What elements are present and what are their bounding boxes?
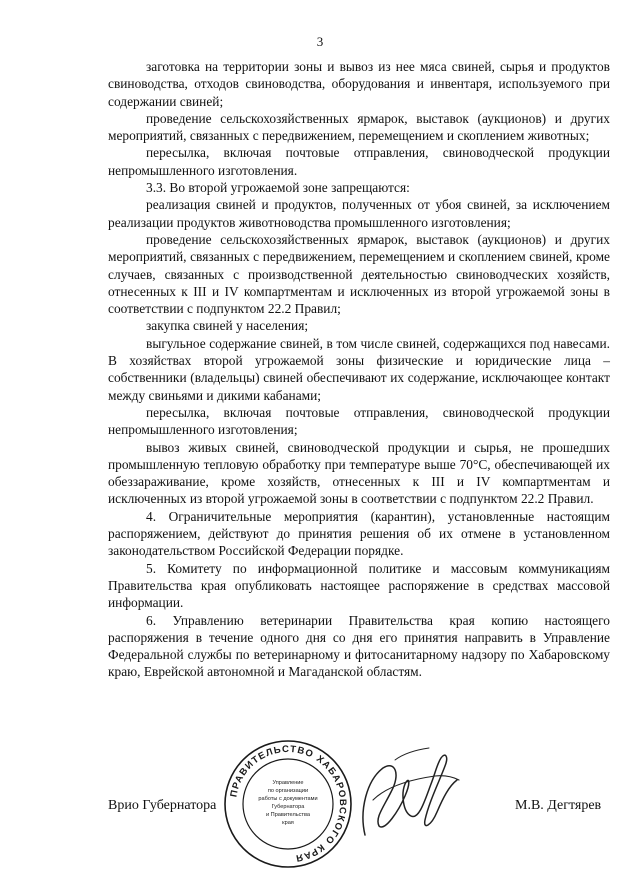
- paragraph: 6. Управлению ветеринарии Правительства края копию настоящего распоряжения в течение одного дня со дня его принятия направить в Управление Федеральной службы по ветеринарному и фитосанитарному надзору по Хабаровскому краю, Еврейской автономной и Магаданской областям.: [108, 612, 610, 680]
- paragraph: 5. Комитету по информационной политике и массовым коммуникациям Правительства края опубликовать настоящее распоряжение в средствах массовой информации.: [108, 560, 610, 611]
- paragraph: пересылка, включая почтовые отправления, свиноводческой продукции непромышленного изготовления;: [108, 404, 610, 438]
- paragraph: вывоз живых свиней, свиноводческой продукции и сырья, не прошедших промышленную тепловую обработку при температуре выше 70°С, обеспечивающей их обеззараживание, кроме хозяйств, отнесенных к III и IV компартментам и исключенных из второй угрожаемой зоны в соответствии с подпунктом 22.2 Правил.: [108, 439, 610, 507]
- handwritten-signature: [345, 740, 465, 845]
- paragraph: реализация свиней и продуктов, полученных от убоя свиней, за исключением реализации продуктов животноводства промышленного изготовления;: [108, 197, 610, 230]
- paragraph: закупка свиней у населения;: [146, 318, 309, 334]
- signer-name: М.В. Дегтярев: [515, 798, 602, 813]
- paragraph: проведение сельскохозяйственных ярмарок, выставок (аукционов) и других мероприятий, связанных с передвижением, перемещением и скоплением свиней, кроме случаев, связанных с производственной деятельностью свиноводческих хозяйств, отнесенных к III и IV компартментам и исключенных из второй угрожаемой зоны в соответствии с подпунктом 22.2 Правил;: [108, 231, 610, 317]
- stamp-line: Губернатора: [271, 804, 305, 810]
- signature-block: [0, 743, 640, 880]
- stamp-outer-text: ПРАВИТЕЛЬСТВО ХАБАРОВСКОГО КРАЯ: [228, 743, 349, 864]
- paragraph: 4. Ограничительные мероприятия (карантин), установленные настоящим распоряжением, действуют до принятия решения об их отмене в установленном законодательством Российской Федерации порядке.: [108, 508, 610, 559]
- stamp-line: Управление: [272, 780, 304, 786]
- paragraph: заготовка на территории зоны и вывоз из нее мяса свиней, сырья и продуктов свиноводства, отходов свиноводства, оборудования и инвентаря, используемого при содержании свиней;: [108, 59, 610, 109]
- signer-position: Врио Губернатора: [108, 798, 217, 813]
- stamp-line: края: [282, 820, 294, 826]
- stamp-line: и Правительства: [266, 812, 310, 818]
- stamp-line: работы с документами: [258, 796, 318, 802]
- paragraph: проведение сельскохозяйственных ярмарок, выставок (аукционов) и других мероприятий, связанных с передвижением, перемещением и скоплением животных;: [108, 110, 610, 144]
- paragraph: выгульное содержание свиней, в том числе свиней, содержащихся под навесами. В хозяйствах второй угрожаемой зоны физические и юридические лица – собственники (владельцы) свиней обеспечивают их содержание, исключающее контакт между свиньями и дикими кабанами;: [108, 335, 610, 403]
- stamp-line: по организации: [267, 788, 309, 794]
- official-stamp: [222, 738, 354, 870]
- document-body: [108, 58, 610, 681]
- section-heading: 3.3. Во второй угрожаемой зоне запрещаются:: [146, 180, 410, 196]
- paragraph: пересылка, включая почтовые отправления, свиноводческой продукции непромышленного изготовления.: [108, 145, 610, 178]
- page-number: 3: [316, 34, 324, 49]
